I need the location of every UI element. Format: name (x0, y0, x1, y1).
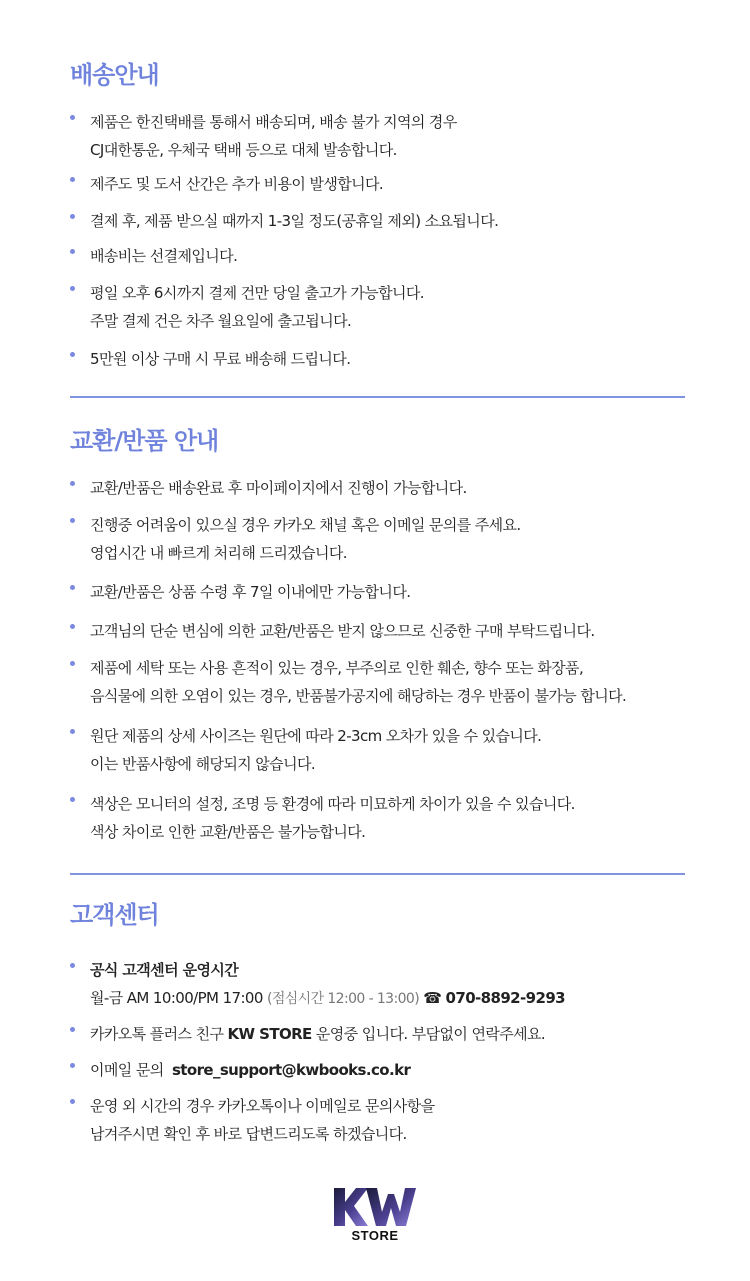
list-item: 교환/반품은 상품 수령 후 7일 이내에만 가능합니다. (70, 578, 685, 606)
bullet-icon (70, 729, 75, 734)
phone-number[interactable]: 070-8892-9293 (445, 989, 565, 1007)
support-kakao-item: 카카오톡 플러스 친구 KW STORE 운영중 입니다. 부담없이 연락주세요. (70, 1020, 685, 1048)
email-link[interactable]: store_support@kwbooks.co.kr (171, 1061, 411, 1079)
list-item: 결제 후, 제품 받으실 때까지 1-3일 정도(공휴일 제외) 소요됩니다. (70, 207, 685, 235)
shipping-title: 배송안내 (70, 61, 159, 89)
bullet-icon (70, 481, 75, 486)
support-offhours-item: 운영 외 시간의 경우 카카오톡이나 이메일로 문의사항을 남겨주시면 확인 후 바로 답변드리도록 하겠습니다. (70, 1092, 685, 1148)
list-item: 교환/반품은 배송완료 후 마이페이지에서 진행이 가능합니다. (70, 474, 685, 502)
bullet-icon (70, 177, 75, 182)
bullet-icon (70, 585, 75, 590)
list-item: 평일 오후 6시까지 결제 건만 당일 출고가 가능합니다. 주말 결제 건은 차주 월요일에 출고됩니다. (70, 279, 685, 335)
bullet-icon (70, 249, 75, 254)
support-email-item: 이메일 문의 store_support@kwbooks.co.kr (70, 1056, 685, 1084)
list-item: 제품에 세탁 또는 사용 흔적이 있는 경우, 부주의로 인한 훼손, 향수 또는 화장품, 음식물에 의한 오염이 있는 경우, 반품불가공지에 해당하는 경우 반품이 불가능 합니다. (70, 654, 685, 710)
logo-store-text: STORE (351, 1228, 399, 1243)
bullet-icon (70, 518, 75, 523)
list-item: 5만원 이상 구매 시 무료 배송해 드립니다. (70, 345, 685, 373)
shipping-section (70, 60, 685, 368)
hours-title: 공식 고객센터 운영시간 (90, 961, 239, 979)
support-section (70, 900, 685, 1143)
support-hours-item (70, 956, 685, 1013)
bullet-icon (70, 661, 75, 666)
bullet-icon (70, 624, 75, 629)
list-item: 배송비는 선결제입니다. (70, 242, 685, 270)
list-item: 고객님의 단순 변심에 의한 교환/반품은 받지 않으므로 신중한 구매 부탁드립니다. (70, 617, 685, 645)
list-item: 제주도 및 도서 산간은 추가 비용이 발생합니다. (70, 170, 685, 198)
section-divider (70, 873, 685, 875)
phone-icon: ☎ (423, 989, 442, 1007)
section-divider (70, 396, 685, 398)
exchange-section (70, 426, 685, 841)
bullet-icon (70, 963, 75, 968)
kw-store-logo (332, 1186, 418, 1246)
list-item: 제품은 한진택배를 통해서 배송되며, 배송 불가 지역의 경우 CJ대한통운, 우체국 택배 등으로 대체 발송합니다. (70, 108, 685, 164)
support-title: 고객센터 (70, 901, 159, 929)
list-item: 원단 제품의 상세 사이즈는 원단에 따라 2-3cm 오차가 있을 수 있습니다. 이는 반품사항에 해당되지 않습니다. (70, 722, 685, 778)
kakao-channel-name[interactable]: KW STORE (227, 1025, 312, 1043)
hours-lunch: (점심시간 12:00 - 13:00) (266, 991, 420, 1007)
bullet-icon (70, 115, 75, 120)
bullet-icon (70, 1063, 75, 1068)
list-item: 색상은 모니터의 설정, 조명 등 환경에 따라 미묘하게 차이가 있을 수 있습니다. 색상 차이로 인한 교환/반품은 불가능합니다. (70, 790, 685, 846)
list-item: 진행중 어려움이 있으실 경우 카카오 채널 혹은 이메일 문의를 주세요. 영업시간 내 빠르게 처리해 드리겠습니다. (70, 511, 685, 567)
hours-time: 월-금 AM 10:00/PM 17:00 (90, 989, 263, 1007)
bullet-icon (70, 286, 75, 291)
kw-logo-mark (332, 1186, 418, 1228)
bullet-icon (70, 352, 75, 357)
bullet-icon (70, 1027, 75, 1032)
bullet-icon (70, 214, 75, 219)
bullet-icon (70, 797, 75, 802)
bullet-icon (70, 1099, 75, 1104)
exchange-title: 교환/반품 안내 (70, 427, 219, 455)
